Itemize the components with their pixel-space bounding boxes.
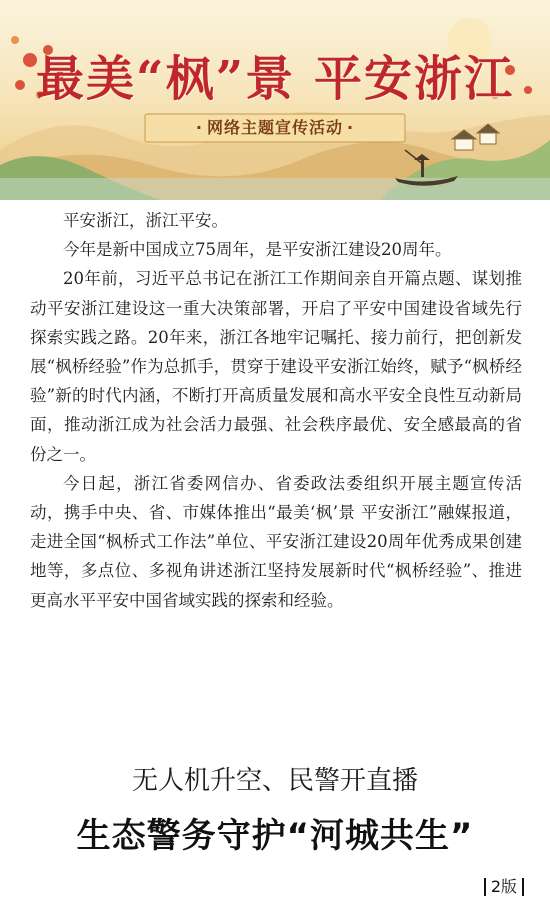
page-reference[interactable]: 2版: [484, 878, 524, 896]
banner: [0, 0, 550, 200]
article-body: [30, 206, 522, 615]
headline-kicker: 无人机升空、民警开直播: [131, 766, 418, 796]
headline-main[interactable]: 生态警务守护“河城共生”: [76, 816, 474, 856]
paragraph-2: 今年是新中国成立75周年，是平安浙江建设20周年。: [63, 240, 452, 260]
banner-title: 最美“枫”景 平安浙江: [36, 51, 514, 107]
paragraph-1: 平安浙江，浙江平安。: [63, 211, 228, 230]
paragraph-4: 今日起，浙江省委网信办、省委政法委组织开展主题宣传活动，携手中央、省、市媒体推出“最美‘枫’景 平安浙江”融媒报道，走进全国“枫桥式工作法”单位、平安浙江建设20周年优秀成果创建地等，多点位、多视角讲述浙江坚持发展新时代“枫桥经验”、推进更高水平平安中国省域实践的探索和经验。: [30, 473, 522, 610]
paragraph-3: 20年前，习近平总书记在浙江工作期间亲自开篇点题、谋划推动平安浙江建设这一重大决策部署，开启了平安中国建设省域先行探索实践之路。20年来，浙江各地牢记嘱托、接力前行，把创新发展“枫桥经验”作为总抓手，贯穿于建设平安浙江始终，赋予“枫桥经验”新的时代内涵，不断打开高质量发展和高水平安全良性互动新局面，推动浙江成为社会活力最强、社会秩序最优、安全感最高的省份之一。: [30, 269, 522, 464]
banner-subtitle-text: 网络主题宣传活动: [206, 118, 343, 137]
banner-subtitle: · 网络主题宣传活动 ·: [195, 118, 355, 137]
